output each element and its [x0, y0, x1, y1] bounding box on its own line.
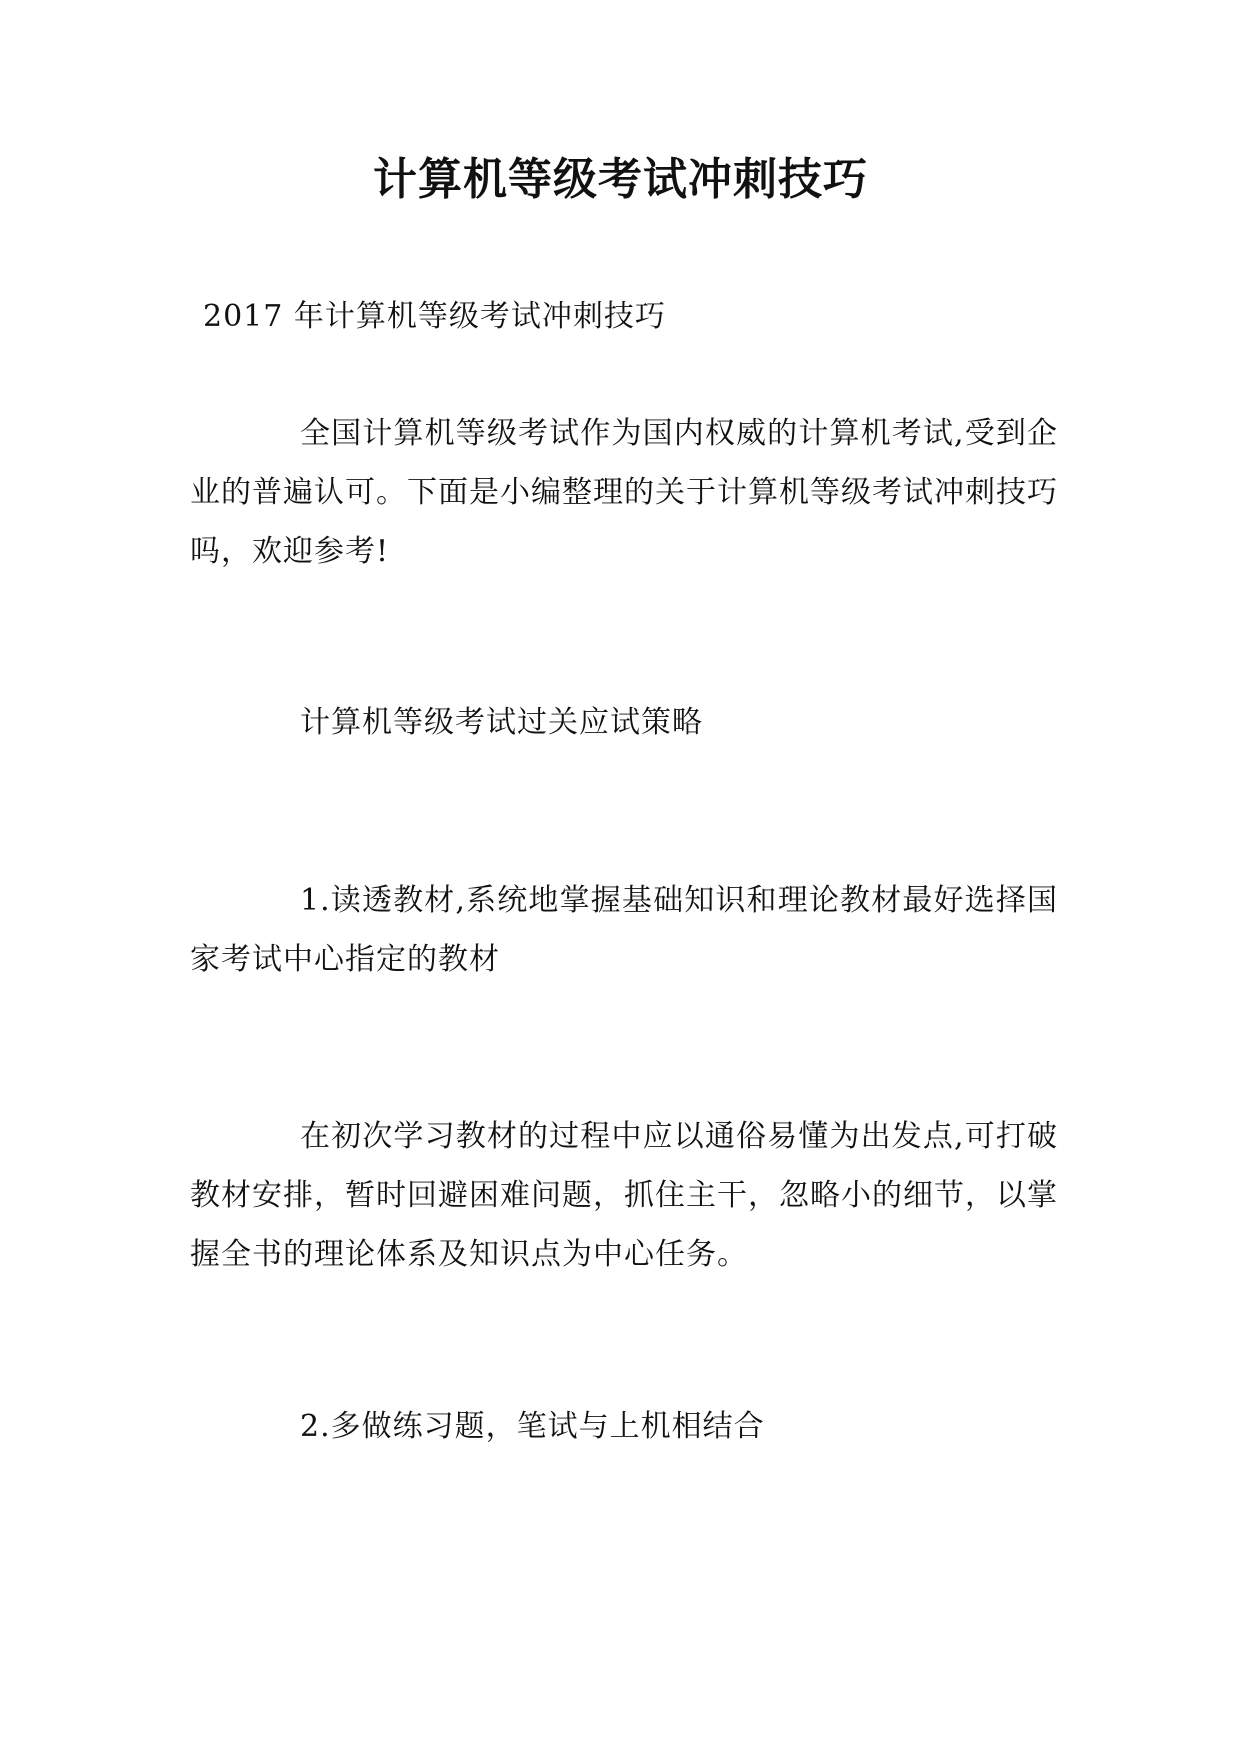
intro-paragraph: 全国计算机等级考试作为国内权威的计算机考试,受到企业的普遍认可。下面是小编整理的关于计算机等级考试冲刺技巧吗，欢迎参考! — [190, 416, 1058, 569]
list-item-2: 2.多做练习题，笔试与上机相结合 — [300, 1409, 765, 1444]
list-item-1: 1.读透教材,系统地掌握基础知识和理论教材最好选择国家考试中心指定的教材 — [190, 883, 1058, 977]
document-title: 计算机等级考试冲刺技巧 — [373, 154, 868, 205]
body-paragraph: 在初次学习教材的过程中应以通俗易懂为出发点,可打破教材安排，暂时回避困难问题，抓住主干，忽略小的细节，以掌握全书的理论体系及知识点为中心任务。 — [190, 1119, 1058, 1272]
document-subtitle: 2017 年计算机等级考试冲刺技巧 — [203, 299, 666, 334]
section-heading-strategy: 计算机等级考试过关应试策略 — [300, 705, 703, 740]
